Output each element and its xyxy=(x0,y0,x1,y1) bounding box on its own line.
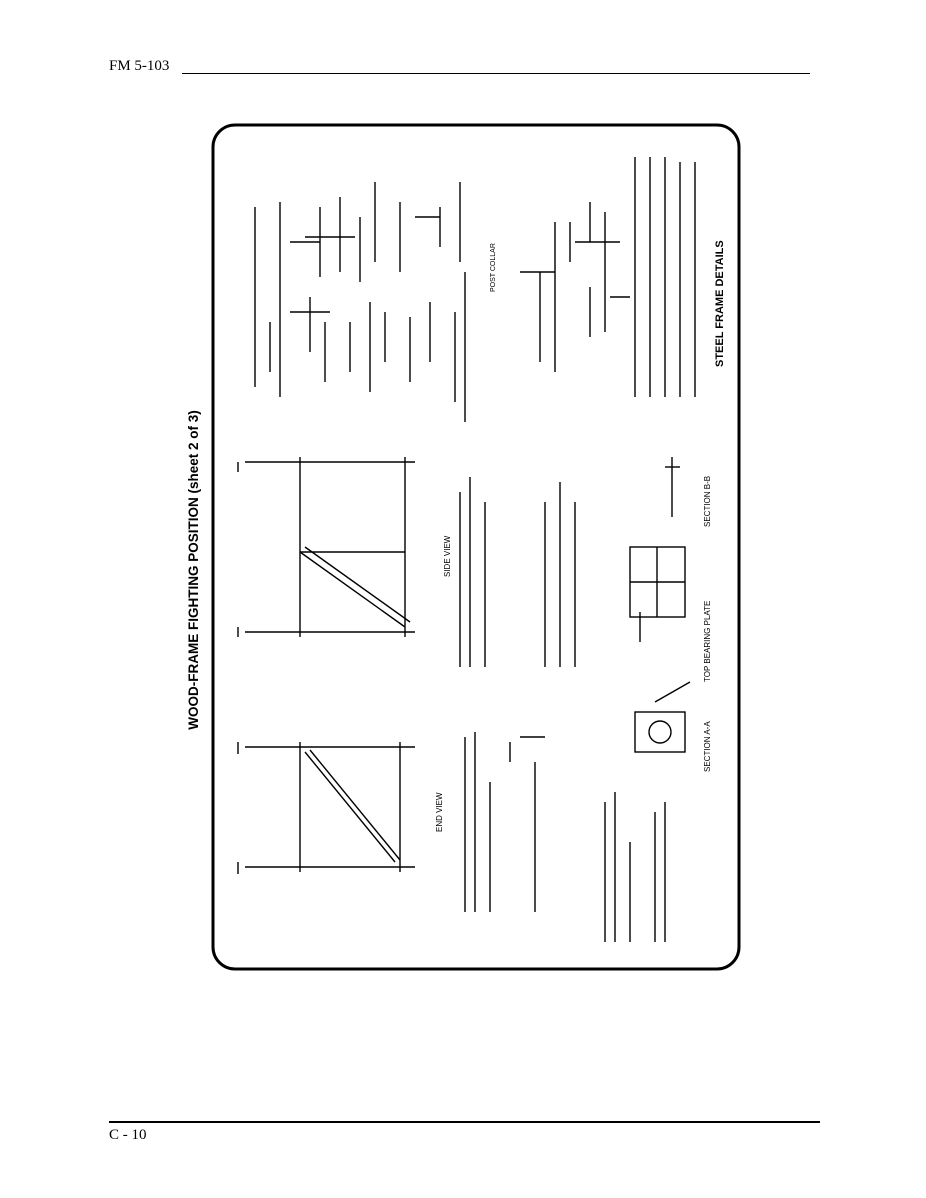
detail-group-top xyxy=(255,182,465,422)
lower-detail-a xyxy=(465,732,545,912)
engineering-drawing xyxy=(210,122,742,972)
side-view-label: SIDE VIEW xyxy=(443,535,452,577)
end-view-label: END VIEW xyxy=(435,792,444,832)
figure-title: WOOD-FRAME FIGHTING POSITION (sheet 2 of 3) xyxy=(186,410,201,730)
top-bearing-plate-detail xyxy=(630,547,685,642)
top-bearing-plate-label: TOP BEARING PLATE xyxy=(703,600,712,682)
document-id: FM 5-103 xyxy=(109,58,170,74)
post-collar-label: POST COLLAR xyxy=(490,243,497,292)
panel-title: STEEL FRAME DETAILS xyxy=(714,240,726,367)
end-view xyxy=(238,742,415,874)
post-detail-pair xyxy=(460,477,575,667)
header-rule xyxy=(182,73,810,74)
section-b-label: SECTION B-B xyxy=(703,475,712,527)
section-b-detail xyxy=(665,457,680,517)
side-view xyxy=(238,457,415,637)
bill-of-materials-table xyxy=(635,157,695,397)
lower-detail-b xyxy=(605,792,665,942)
page-number: C - 10 xyxy=(109,1127,147,1143)
section-a-label: SECTION A-A xyxy=(703,721,712,772)
footer-rule xyxy=(109,1121,820,1123)
section-a-detail xyxy=(635,682,690,752)
detail-group-mid xyxy=(520,202,630,372)
